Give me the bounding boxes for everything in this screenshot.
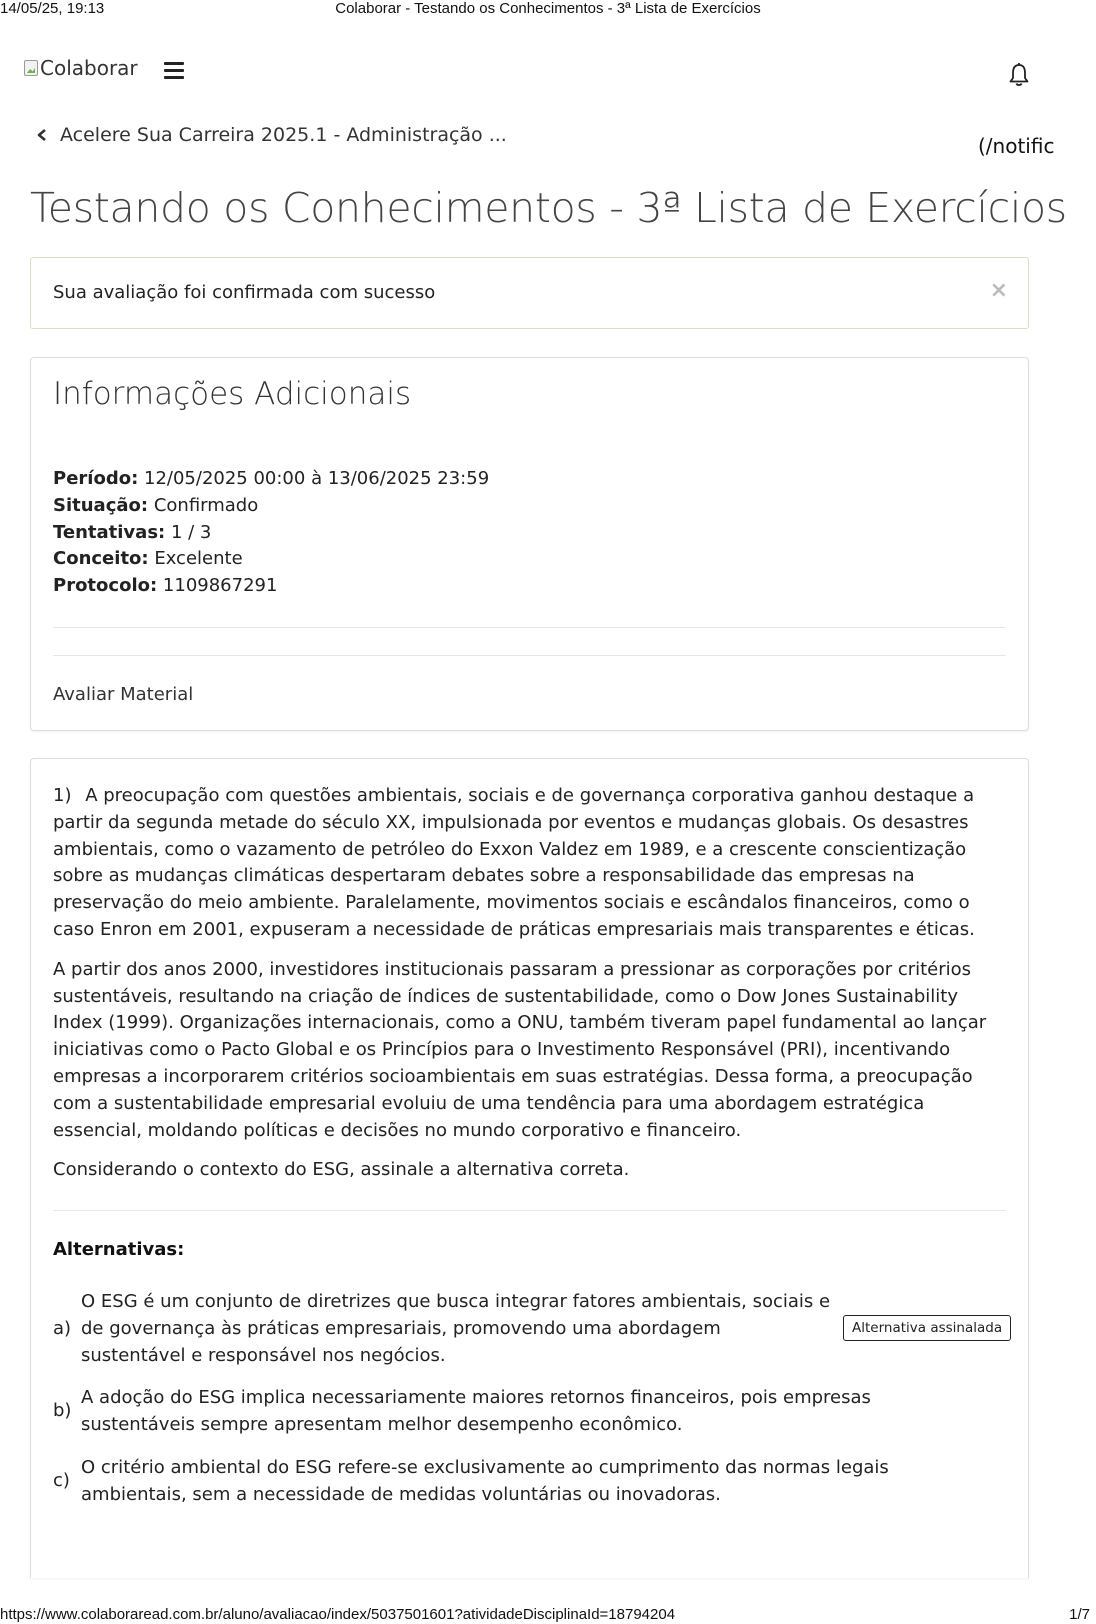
marked-alternative-badge: Alternativa assinalada xyxy=(843,1315,1011,1341)
question-paragraph-2: A partir dos anos 2000, investidores institucionais passaram a pressionar as corporações por critérios sustentáveis, resultando na criação de índices de sustentabilidade, como o Dow Jones Sustainability Index (1999). Organizações internacionais, como a ONU, também tiveram papel fundamental ao lançar iniciativas como o Pacto Global e os Princípios para o Investimento Responsável (PRI), incentivando empresas a incorporarem critérios socioambientais em suas estratégias. Dessa forma, a preocupação com a sustentabilidade empresarial evoluiu de uma tendência para uma abordagem estratégica essencial, moldando políticas e decisões no mundo corporativo e financeiro. xyxy=(53,958,987,1141)
question-panel xyxy=(30,758,1029,1578)
print-datetime: 14/05/25, 19:13 xyxy=(0,0,105,17)
alternative-letter: b) xyxy=(53,1400,72,1422)
alternatives-title: Alternativas: xyxy=(53,1239,185,1260)
question-statement xyxy=(53,783,1004,1197)
broken-image-icon xyxy=(24,60,38,76)
additional-info-panel xyxy=(30,357,1029,731)
protocolo-value: 1109867291 xyxy=(162,575,278,597)
logo[interactable] xyxy=(24,56,138,80)
alternative-letter: c) xyxy=(53,1470,70,1492)
alert-close-button[interactable]: × xyxy=(989,278,1008,303)
bell-icon[interactable] xyxy=(1008,62,1030,88)
print-footer xyxy=(0,1606,1096,1624)
info-situacao: Situação: Confirmado xyxy=(53,494,259,516)
alternative-c xyxy=(53,1455,983,1509)
periodo-value: 12/05/2025 00:00 à 13/06/2025 23:59 xyxy=(144,468,490,489)
info-conceito: Conceito: Excelente xyxy=(53,548,243,570)
divider xyxy=(53,1210,1006,1211)
alternative-text: O critério ambiental do ESG refere-se exclusivamente ao cumprimento das normas legais ambientais, sem a necessidade de medidas voluntárias ou inovadoras. xyxy=(81,1457,889,1505)
info-tentativas: Tentativas: 1 / 3 xyxy=(53,521,212,543)
print-doc-title: Colaborar - Testando os Conhecimentos - 3ª Lista de Exercícios xyxy=(335,0,761,17)
conceito-value: Excelente xyxy=(154,548,243,570)
rate-material-link[interactable]: Avaliar Material xyxy=(53,684,194,705)
divider xyxy=(53,627,1006,628)
tentativas-value: 1 / 3 xyxy=(170,521,212,543)
alternative-text: O ESG é um conjunto de diretrizes que busca integrar fatores ambientais, sociais e de governança às práticas empresariais, promovendo uma abordagem sustentável e responsável nos negócios. xyxy=(81,1291,831,1366)
page-title: Testando os Conhecimentos - 3ª Lista de Exercícios xyxy=(30,184,1067,232)
info-periodo: Período: 12/05/2025 00:00 à 13/06/2025 23:59 xyxy=(53,468,490,489)
top-navbar xyxy=(24,56,1066,92)
divider xyxy=(53,655,1006,656)
print-url: https://www.colaboraread.com.br/aluno/avaliacao/index/5037501601?atividadeDisciplinaId=18794204 xyxy=(0,1606,676,1623)
breadcrumb-label: Acelere Sua Carreira 2025.1 - Administração ... xyxy=(60,124,507,146)
breadcrumb-back-link[interactable] xyxy=(36,124,507,146)
question-prompt: Considerando o contexto do ESG, assinale a alternativa correta. xyxy=(53,1159,630,1181)
hamburger-menu-icon[interactable] xyxy=(164,62,184,79)
alert-message: Sua avaliação foi confirmada com sucesso xyxy=(53,282,436,303)
notifications-link[interactable]: (/notific xyxy=(978,134,1055,158)
situacao-value: Confirmado xyxy=(153,494,259,516)
alternative-text: A adoção do ESG implica necessariamente maiores retornos financeiros, pois empresas sustentáveis sempre apresentam melhor desempenho econômico. xyxy=(81,1387,871,1435)
info-protocolo: Protocolo: 1109867291 xyxy=(53,575,278,597)
print-header xyxy=(0,0,1096,18)
print-page-number: 1/7 xyxy=(1069,1606,1090,1623)
question-paragraph-1: 1) A preocupação com questões ambientais, sociais e de governança corporativa ganhou destaque a partir da segunda metade do século XX, impulsionada por eventos e mudanças globais. Os desastres ambientais, como o vazamento de petróleo do Exxon Valdez em 1989, e a crescente conscientização sobre as mudanças climáticas despertaram debates sobre a responsabilidade das empresas na preservação do meio ambiente. Paralelamente, movimentos sociais e escândalos financeiros, como o caso Enron em 2001, expuseram a necessidade de práticas empresariais mais transparentes e éticas. xyxy=(53,785,975,940)
success-alert xyxy=(30,257,1029,329)
info-list xyxy=(53,466,489,600)
chevron-left-icon xyxy=(36,128,48,142)
alternative-letter: a) xyxy=(53,1317,72,1339)
logo-alt-text: Colaborar xyxy=(40,56,138,80)
info-panel-title: Informações Adicionais xyxy=(53,376,412,412)
alternative-b xyxy=(53,1385,983,1439)
question-number: 1) xyxy=(53,785,72,806)
